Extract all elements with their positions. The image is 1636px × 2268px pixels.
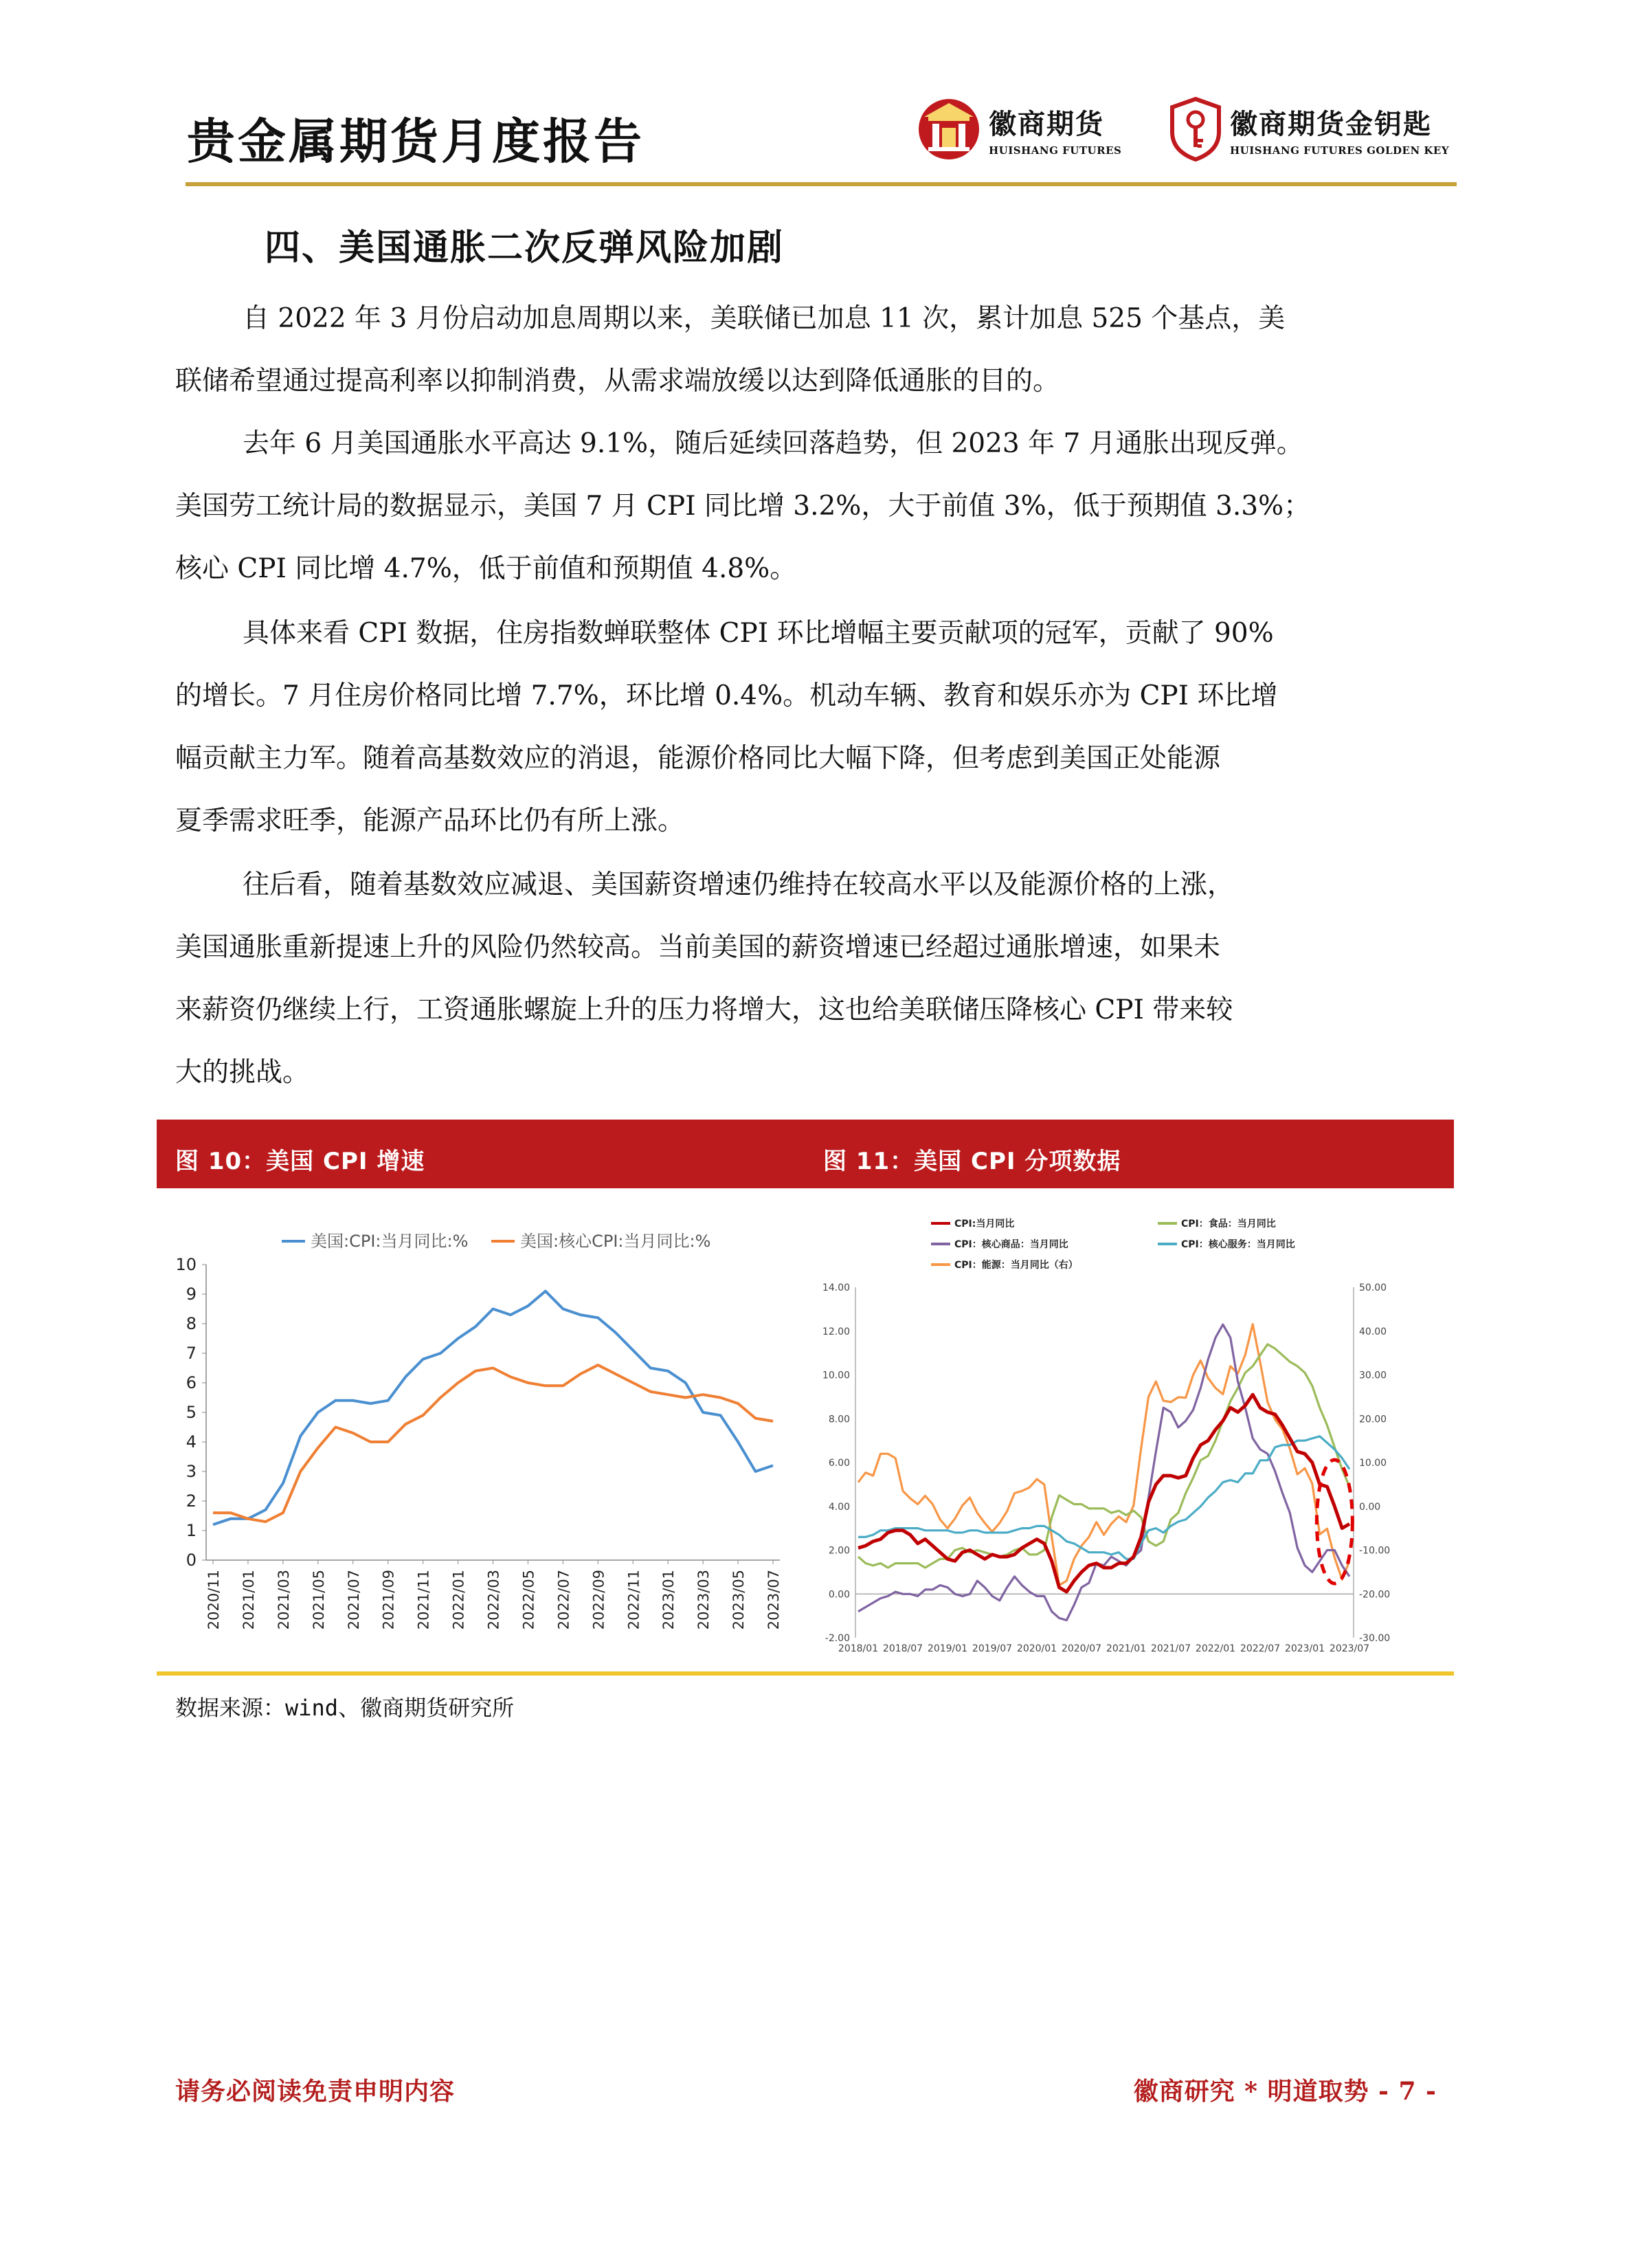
left-tick-label: 0.00 xyxy=(828,1589,850,1601)
y-tick-label: 9 xyxy=(186,1285,197,1304)
chart-us-cpi-components xyxy=(800,1199,1453,1667)
x-tick-label: 2022/09 xyxy=(590,1570,607,1630)
x-tick-label: 2022/01 xyxy=(450,1570,467,1630)
paragraph-line: 联储希望通过提高利率以抑制消费，从需求端放缓以达到降低通胀的目的。 xyxy=(175,366,1060,397)
y-tick-label: 1 xyxy=(186,1521,197,1540)
x-tick-label: 2021/01 xyxy=(240,1570,257,1630)
left-tick-label: 12.00 xyxy=(822,1326,850,1337)
x-tick-label: 2023/03 xyxy=(695,1570,713,1630)
paragraph-3 xyxy=(175,602,1460,852)
x-tick-label: 2020/01 xyxy=(1016,1643,1057,1654)
right-tick-label: 0.00 xyxy=(1359,1501,1381,1513)
figure-bottom-rule xyxy=(157,1671,1454,1676)
x-tick-label: 2021/07 xyxy=(345,1570,362,1630)
chart-us-cpi-growth xyxy=(165,1223,797,1663)
paragraph-line: 美国劳工统计局的数据显示，美国 7 月 CPI 同比增 3.2%，大于前值 3%，低于预期值 3.3%； xyxy=(175,491,1311,522)
x-tick-label: 2019/01 xyxy=(927,1643,968,1654)
y-tick-label: 8 xyxy=(186,1314,197,1333)
x-tick-label: 2022/11 xyxy=(625,1570,642,1630)
figure-11-label: 图 11：美国 CPI 分项数据 xyxy=(823,1148,1121,1175)
series-line-0 xyxy=(213,1291,773,1525)
paragraph-line: 美国通胀重新提速上升的风险仍然较高。当前美国的薪资增速已经超过通胀增速，如果未 xyxy=(175,932,1221,963)
y-tick-label: 2 xyxy=(186,1491,197,1511)
x-tick-label: 2021/07 xyxy=(1150,1643,1191,1654)
header-divider xyxy=(186,182,1457,186)
x-tick-label: 2021/01 xyxy=(1106,1643,1147,1654)
series-line-2 xyxy=(858,1324,1349,1620)
logo-golden-key-cn: 徽商期货金钥匙 xyxy=(1230,107,1432,140)
report-title: 贵金属期货月度报告 xyxy=(187,113,645,170)
paragraph-1 xyxy=(175,287,1460,412)
data-source-note: 数据来源：wind、徽商期货研究所 xyxy=(175,1695,515,1721)
paragraph-line: 具体来看 CPI 数据，住房指数蝉联整体 CPI 环比增幅主要贡献项的冠军，贡献了 90% xyxy=(243,618,1274,649)
legend-label: 美国:CPI:当月同比:% xyxy=(311,1232,469,1251)
x-tick-label: 2020/11 xyxy=(205,1570,222,1630)
golden-key-logo xyxy=(1168,96,1449,162)
right-tick-label: -10.00 xyxy=(1359,1545,1391,1557)
paragraph-line: 的增长。7 月住房价格同比增 7.7%，环比增 0.4%。机动车辆、教育和娱乐亦为 CPI 环比增 xyxy=(175,680,1278,711)
section-heading: 四、美国通胀二次反弹风险加剧 xyxy=(265,227,785,269)
left-tick-label: -2.00 xyxy=(825,1633,850,1644)
paragraph-line: 大的挑战。 xyxy=(175,1057,310,1088)
left-tick-label: 8.00 xyxy=(828,1414,850,1425)
x-tick-label: 2018/01 xyxy=(838,1643,879,1654)
legend-label: CPI:当月同比 xyxy=(954,1219,1015,1230)
footer-page-info: 徽商研究 * 明道取势 - 7 - xyxy=(1133,2077,1437,2106)
y-tick-label: 3 xyxy=(186,1462,197,1481)
x-tick-label: 2021/11 xyxy=(415,1570,432,1630)
x-tick-label: 2023/01 xyxy=(1284,1643,1325,1654)
paragraph-4 xyxy=(175,854,1460,1104)
right-tick-label: 40.00 xyxy=(1359,1326,1387,1337)
right-tick-label: -30.00 xyxy=(1359,1633,1391,1644)
huishang-emblem-icon xyxy=(917,96,981,162)
x-tick-label: 2022/07 xyxy=(555,1570,572,1630)
right-tick-label: 30.00 xyxy=(1359,1370,1387,1381)
paragraph-line: 幅贡献主力军。随着高基数效应的消退，能源价格同比大幅下降，但考虑到美国正处能源 xyxy=(175,743,1221,774)
x-tick-label: 2021/09 xyxy=(380,1570,397,1630)
x-tick-label: 2018/07 xyxy=(882,1643,923,1654)
legend-label: CPI：能源：当月同比（右） xyxy=(954,1260,1078,1271)
paragraph-line: 夏季需求旺季，能源产品环比仍有所上涨。 xyxy=(175,805,685,836)
paragraph-line: 往后看，随着基数效应减退、美国薪资增速仍维持在较高水平以及能源价格的上涨， xyxy=(243,869,1235,900)
left-tick-label: 10.00 xyxy=(822,1370,850,1381)
x-tick-label: 2023/07 xyxy=(1329,1643,1370,1654)
x-tick-label: 2023/01 xyxy=(660,1570,677,1630)
golden-key-emblem-icon xyxy=(1168,96,1223,162)
y-tick-label: 4 xyxy=(186,1432,197,1452)
right-tick-label: 10.00 xyxy=(1359,1458,1387,1469)
left-tick-label: 4.00 xyxy=(828,1501,850,1513)
footer-disclaimer: 请务必阅读免责申明内容 xyxy=(175,2077,456,2106)
logo-golden-key-en: HUISHANG FUTURES GOLDEN KEY xyxy=(1230,144,1450,157)
x-tick-label: 2020/07 xyxy=(1061,1643,1102,1654)
paragraph-2 xyxy=(175,412,1460,600)
x-tick-label: 2023/07 xyxy=(765,1570,782,1630)
logo-huishang-cn: 徽商期货 xyxy=(989,107,1104,140)
left-tick-label: 6.00 xyxy=(828,1458,850,1469)
figure-10-label: 图 10：美国 CPI 增速 xyxy=(175,1148,425,1175)
series-line-3 xyxy=(858,1436,1349,1559)
left-tick-label: 14.00 xyxy=(822,1282,850,1293)
paragraph-line: 去年 6 月美国通胀水平高达 9.1%，随后延续回落趋势，但 2023 年 7 月通胀出现反弹。 xyxy=(243,428,1303,459)
y-tick-label: 0 xyxy=(186,1550,197,1570)
x-tick-label: 2021/05 xyxy=(310,1570,327,1630)
right-tick-label: -20.00 xyxy=(1359,1589,1391,1601)
y-tick-label: 7 xyxy=(186,1344,197,1363)
legend-label: CPI：核心商品：当月同比 xyxy=(954,1239,1068,1250)
legend-label: CPI：核心服务：当月同比 xyxy=(1181,1239,1295,1250)
right-tick-label: 20.00 xyxy=(1359,1414,1387,1425)
y-tick-label: 5 xyxy=(186,1403,197,1422)
legend-label: 美国:核心CPI:当月同比:% xyxy=(520,1232,711,1251)
right-tick-label: 50.00 xyxy=(1359,1282,1387,1293)
x-tick-label: 2022/05 xyxy=(520,1570,537,1630)
left-tick-label: 2.00 xyxy=(828,1545,850,1557)
x-tick-label: 2023/05 xyxy=(730,1570,748,1630)
legend-label: CPI：食品：当月同比 xyxy=(1181,1219,1276,1230)
x-tick-label: 2022/01 xyxy=(1195,1643,1236,1654)
x-tick-label: 2021/03 xyxy=(275,1570,292,1630)
huishang-logo xyxy=(917,96,1121,162)
paragraph-line: 自 2022 年 3 月份启动加息周期以来，美联储已加息 11 次，累计加息 525 个基点，美 xyxy=(243,303,1286,334)
x-tick-label: 2022/03 xyxy=(485,1570,502,1630)
x-tick-label: 2019/07 xyxy=(972,1643,1013,1654)
series-line-0 xyxy=(858,1394,1349,1592)
paragraph-line: 来薪资仍继续上行，工资通胀螺旋上升的压力将增大，这也给美联储压降核心 CPI 带来较 xyxy=(175,994,1233,1025)
logo-huishang-en: HUISHANG FUTURES xyxy=(989,144,1122,157)
y-tick-label: 10 xyxy=(175,1255,197,1274)
x-tick-label: 2022/07 xyxy=(1240,1643,1281,1654)
y-tick-label: 6 xyxy=(186,1373,197,1392)
paragraph-line: 核心 CPI 同比增 4.7%，低于前值和预期值 4.8%。 xyxy=(175,553,797,584)
